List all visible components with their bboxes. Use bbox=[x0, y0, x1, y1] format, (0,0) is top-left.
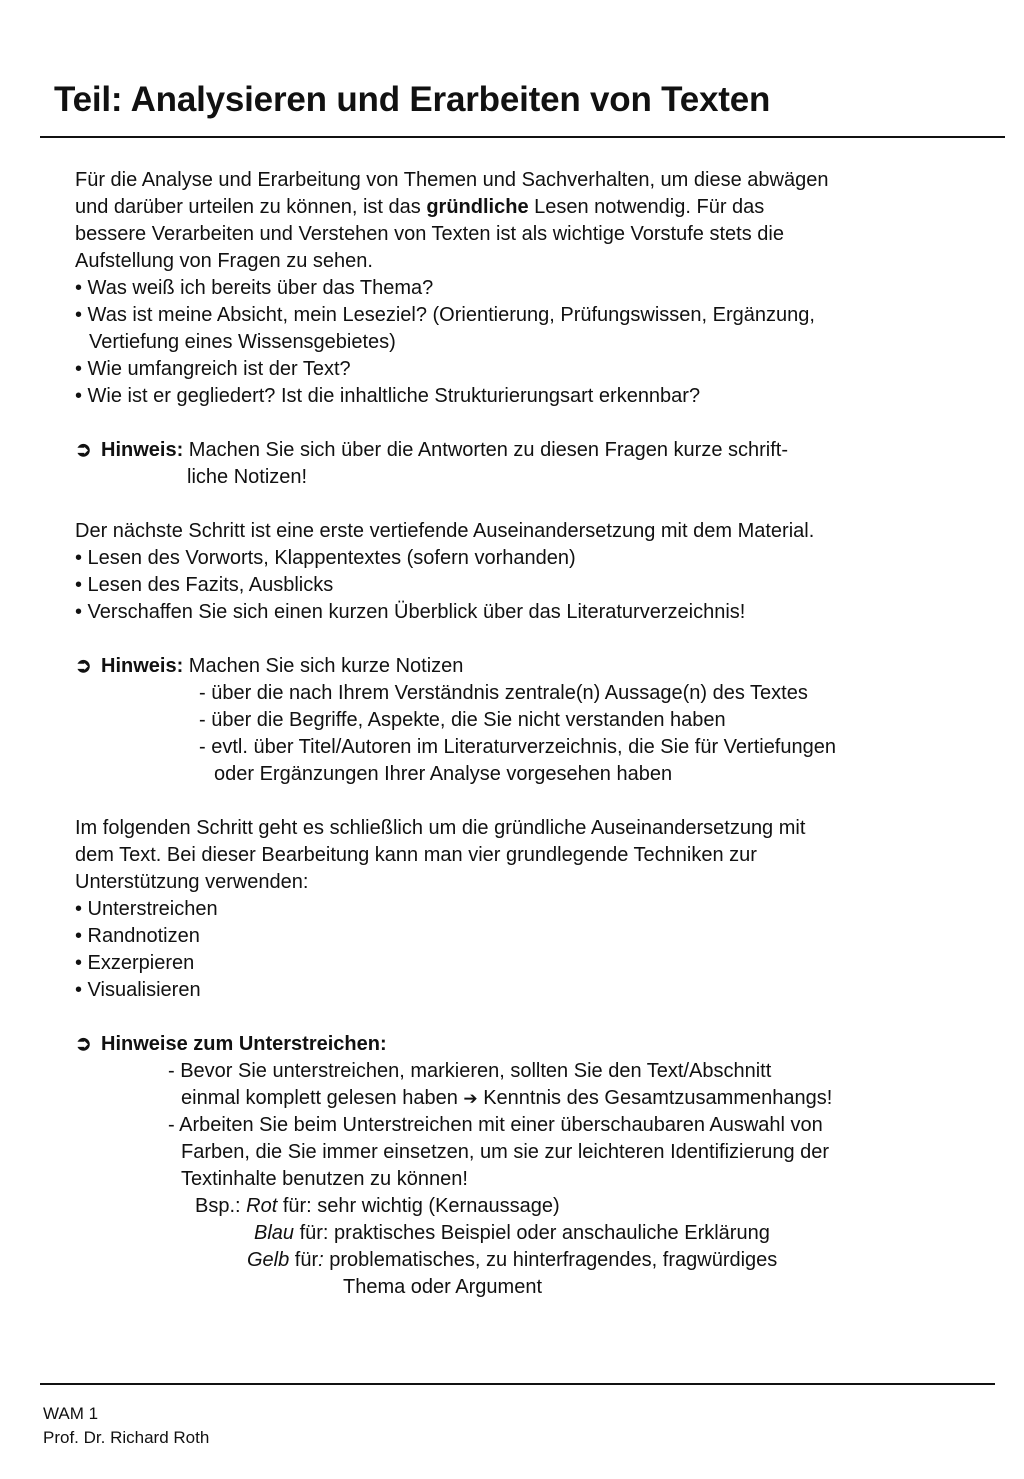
step-3-text: Unterstützung verwenden: bbox=[75, 871, 309, 893]
footer-divider bbox=[40, 1383, 995, 1385]
question-item: • Was weiß ich bereits über das Thema? bbox=[75, 277, 434, 299]
intro-text: und darüber urteilen zu können, ist das bbox=[75, 196, 427, 218]
hint-1-continued: liche Notizen! bbox=[187, 466, 308, 488]
example-text: für bbox=[289, 1249, 319, 1271]
step-3-text: Im folgenden Schritt geht es schließlich um die gründliche Auseinandersetzung mit bbox=[75, 817, 806, 839]
emphasis-gruendliche: gründliche bbox=[426, 196, 529, 218]
intro-text: Lesen notwendig. Für das bbox=[528, 196, 765, 218]
example-text: für: sehr wichtig (Kernaussage) bbox=[277, 1195, 560, 1217]
intro-line: bessere Verarbeiten und Verstehen von Texten ist als wichtige Vorstufe stets die bbox=[75, 223, 784, 245]
technique-item: • Visualisieren bbox=[75, 979, 201, 1001]
step-2-item: • Lesen des Fazits, Ausblicks bbox=[75, 574, 334, 596]
hint-3-bullet-continued bbox=[75, 1085, 955, 1112]
hint-arrow-icon: ➲ bbox=[75, 439, 92, 461]
technique-item: • Unterstreichen bbox=[75, 898, 218, 920]
step-2-item: • Lesen des Vorworts, Klappentextes (sofern vorhanden) bbox=[75, 547, 576, 569]
example-yellow bbox=[75, 1247, 955, 1274]
question-item: • Wie ist er gegliedert? Ist die inhaltliche Strukturierungsart erkennbar? bbox=[75, 385, 701, 407]
footer-course: WAM 1 bbox=[43, 1404, 99, 1423]
technique-item: • Randnotizen bbox=[75, 925, 200, 947]
hint-1 bbox=[75, 437, 955, 464]
hint-3-text: einmal komplett gelesen haben bbox=[181, 1087, 464, 1109]
step-3-text: dem Text. Bei dieser Bearbeitung kann man vier grundlegende Techniken zur bbox=[75, 844, 757, 866]
color-name-yellow: Gelb bbox=[247, 1249, 290, 1271]
intro-line bbox=[75, 194, 955, 221]
hint-arrow-icon: ➲ bbox=[75, 655, 92, 677]
hint-2-item-continued: oder Ergänzungen Ihrer Analyse vorgesehen haben bbox=[214, 763, 673, 785]
hint-label: Hinweis: bbox=[101, 655, 184, 677]
hint-3-bullet: - Bevor Sie unterstreichen, markieren, sollten Sie den Text/Abschnitt bbox=[168, 1060, 772, 1082]
example-colon: : bbox=[318, 1249, 324, 1271]
question-item: • Wie umfangreich ist der Text? bbox=[75, 358, 351, 380]
title-divider bbox=[40, 136, 1005, 138]
hint-label: Hinweis: bbox=[101, 439, 184, 461]
example-prefix: Bsp.: bbox=[195, 1195, 247, 1217]
footer-author: Prof. Dr. Richard Roth bbox=[43, 1428, 210, 1447]
color-name-blue: Blau bbox=[254, 1222, 295, 1244]
hint-label: Hinweise zum Unterstreichen: bbox=[101, 1033, 387, 1055]
hint-2 bbox=[75, 653, 955, 680]
technique-item: • Exzerpieren bbox=[75, 952, 195, 974]
question-item: • Was ist meine Absicht, mein Leseziel? (Orientierung, Prüfungswissen, Ergänzung, bbox=[75, 304, 815, 326]
right-arrow-icon: ➔ bbox=[463, 1089, 478, 1108]
step-2-item: • Verschaffen Sie sich einen kurzen Überblick über das Literaturverzeichnis! bbox=[75, 601, 746, 623]
hint-text: Machen Sie sich kurze Notizen bbox=[183, 655, 464, 677]
document-body bbox=[75, 167, 955, 1301]
color-name-red: Rot bbox=[246, 1195, 278, 1217]
example-text: für: praktisches Beispiel oder anschauliche Erklärung bbox=[294, 1222, 770, 1244]
hint-3-bullet-continued: Farben, die Sie immer einsetzen, um sie zur leichteren Identifizierung der bbox=[181, 1141, 830, 1163]
page-title: Teil: Analysieren und Erarbeiten von Texten bbox=[54, 80, 771, 119]
hint-3 bbox=[75, 1031, 955, 1058]
intro-line: Aufstellung von Fragen zu sehen. bbox=[75, 250, 373, 272]
example-red bbox=[75, 1193, 955, 1220]
hint-3-text: Kenntnis des Gesamtzusammenhangs! bbox=[477, 1087, 833, 1109]
hint-3-bullet: - Arbeiten Sie beim Unterstreichen mit einer überschaubaren Auswahl von bbox=[168, 1114, 823, 1136]
hint-2-item: - über die Begriffe, Aspekte, die Sie nicht verstanden haben bbox=[199, 709, 726, 731]
hint-2-item: - über die nach Ihrem Verständnis zentrale(n) Aussage(n) des Textes bbox=[199, 682, 808, 704]
example-text: problematisches, zu hinterfragendes, fragwürdiges bbox=[323, 1249, 778, 1271]
step-2-lead: Der nächste Schritt ist eine erste vertiefende Auseinandersetzung mit dem Material. bbox=[75, 520, 815, 542]
hint-2-item: - evtl. über Titel/Autoren im Literaturverzeichnis, die Sie für Vertiefungen bbox=[199, 736, 836, 758]
intro-line: Für die Analyse und Erarbeitung von Themen und Sachverhalten, um diese abwägen bbox=[75, 169, 829, 191]
hint-3-bullet-continued: Textinhalte benutzen zu können! bbox=[181, 1168, 468, 1190]
example-yellow-continued: Thema oder Argument bbox=[343, 1276, 542, 1298]
hint-text: Machen Sie sich über die Antworten zu diesen Fragen kurze schrift- bbox=[183, 439, 788, 461]
question-item-continued: Vertiefung eines Wissensgebietes) bbox=[89, 331, 396, 353]
hint-arrow-icon: ➲ bbox=[75, 1033, 92, 1055]
example-blue bbox=[75, 1220, 955, 1247]
